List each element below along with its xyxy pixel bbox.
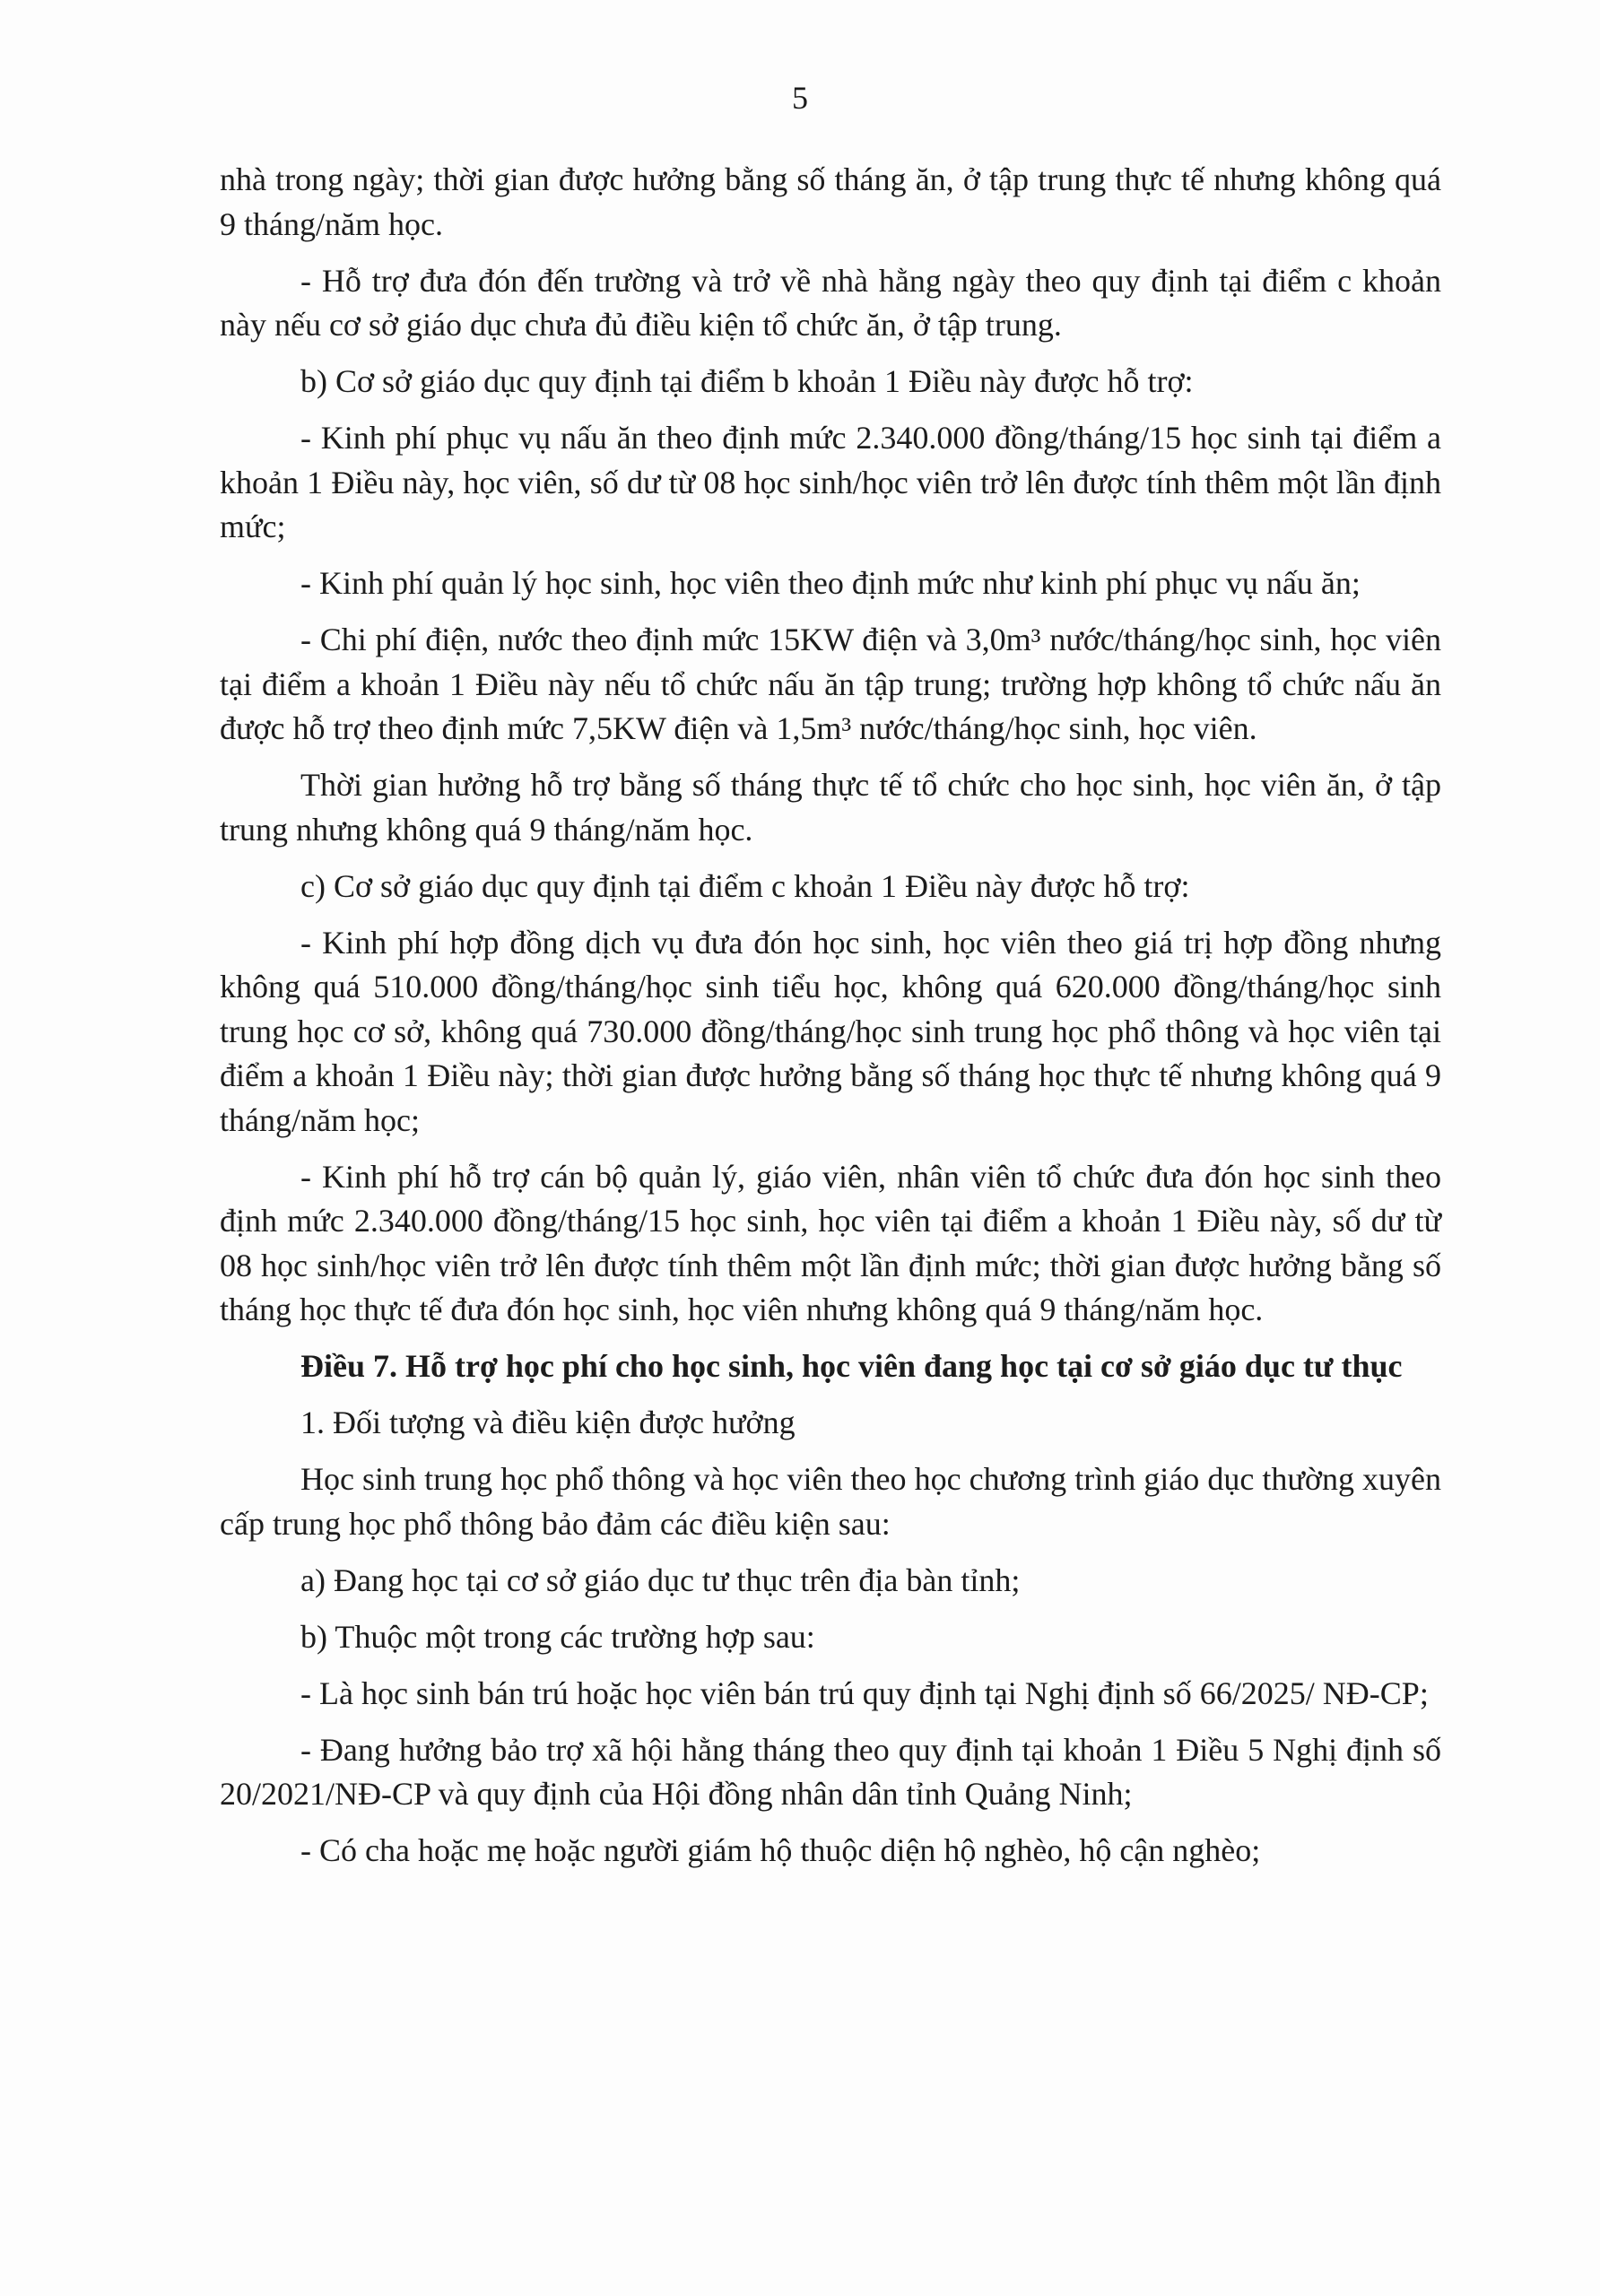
paragraph: c) Cơ sở giáo dục quy định tại điểm c khoản 1 Điều này được hỗ trợ: [300, 867, 1190, 904]
page-number: 5 [792, 80, 808, 116]
paragraph: - Kinh phí quản lý học sinh, học viên theo định mức như kinh phí phục vụ nấu ăn; [300, 565, 1361, 601]
paragraph: - Kinh phí hỗ trợ cán bộ quản lý, giáo viên, nhân viên tổ chức đưa đón học sinh theo định mức 2.340.000 đồng/tháng/15 học sinh, học viên tại điểm a khoản 1 Điều này, số dư từ 08 học sinh/học viên trở lên được tính thêm một lần định mức; thời gian được hưởng bằng số tháng học thực tế đưa đón học sinh, học viên nhưng không quá 9 tháng/năm học. [220, 1158, 1441, 1327]
paragraph: Học sinh trung học phổ thông và học viên theo học chương trình giáo dục thường xuyên cấp trung học phổ thông bảo đảm các điều kiện sau: [220, 1461, 1441, 1542]
paragraph: - Là học sinh bán trú hoặc học viên bán trú quy định tại Nghị định số 66/2025/ NĐ-CP; [300, 1674, 1429, 1711]
document-body [220, 158, 1441, 1885]
paragraph: - Kinh phí phục vụ nấu ăn theo định mức 2.340.000 đồng/tháng/15 học sinh tại điểm a khoản 1 Điều này, học viên, số dư từ 08 học sinh/học viên trở lên được tính thêm một lần định mức; [220, 420, 1441, 544]
paragraph: Thời gian hưởng hỗ trợ bằng số tháng thực tế tổ chức cho học sinh, học viên ăn, ở tập trung nhưng không quá 9 tháng/năm học. [220, 767, 1441, 848]
paragraph: a) Đang học tại cơ sở giáo dục tư thục trên địa bàn tỉnh; [300, 1561, 1021, 1598]
paragraph: - Kinh phí hợp đồng dịch vụ đưa đón học sinh, học viên theo giá trị hợp đồng nhưng không quá 510.000 đồng/tháng/học sinh tiểu học, không quá 620.000 đồng/tháng/học sinh trung học cơ sở, không quá 730.000 đồng/tháng/học sinh trung học phổ thông và học viên tại điểm a khoản 1 Điều này; thời gian được hưởng bằng số tháng học thực tế nhưng không quá 9 tháng/năm học; [220, 924, 1441, 1138]
paragraph: - Hỗ trợ đưa đón đến trường và trở về nhà hằng ngày theo quy định tại điểm c khoản này nếu cơ sở giáo dục chưa đủ điều kiện tổ chức ăn, ở tập trung. [220, 262, 1441, 343]
paragraph: - Chi phí điện, nước theo định mức 15KW điện và 3,0m³ nước/tháng/học sinh, học viên tại điểm a khoản 1 Điều này nếu tổ chức nấu ăn tập trung; trường hợp không tổ chức nấu ăn được hỗ trợ theo định mức 7,5KW điện và 1,5m³ nước/tháng/học sinh, học viên. [220, 622, 1441, 746]
paragraph: b) Thuộc một trong các trường hợp sau: [300, 1618, 815, 1655]
paragraph: - Đang hưởng bảo trợ xã hội hằng tháng theo quy định tại khoản 1 Điều 5 Nghị định số 20/2021/NĐ-CP và quy định của Hội đồng nhân dân tỉnh Quảng Ninh; [220, 1731, 1441, 1812]
paragraph: b) Cơ sở giáo dục quy định tại điểm b khoản 1 Điều này được hỗ trợ: [300, 363, 1194, 399]
paragraph: 1. Đối tượng và điều kiện được hưởng [300, 1405, 796, 1440]
article-heading: Điều 7. Hỗ trợ học phí cho học sinh, học viên đang học tại cơ sở giáo dục tư thục [300, 1348, 1403, 1384]
paragraph: nhà trong ngày; thời gian được hưởng bằng số tháng ăn, ở tập trung thực tế nhưng không quá 9 tháng/năm học. [220, 161, 1441, 242]
paragraph: - Có cha hoặc mẹ hoặc người giám hộ thuộc diện hộ nghèo, hộ cận nghèo; [300, 1832, 1261, 1868]
